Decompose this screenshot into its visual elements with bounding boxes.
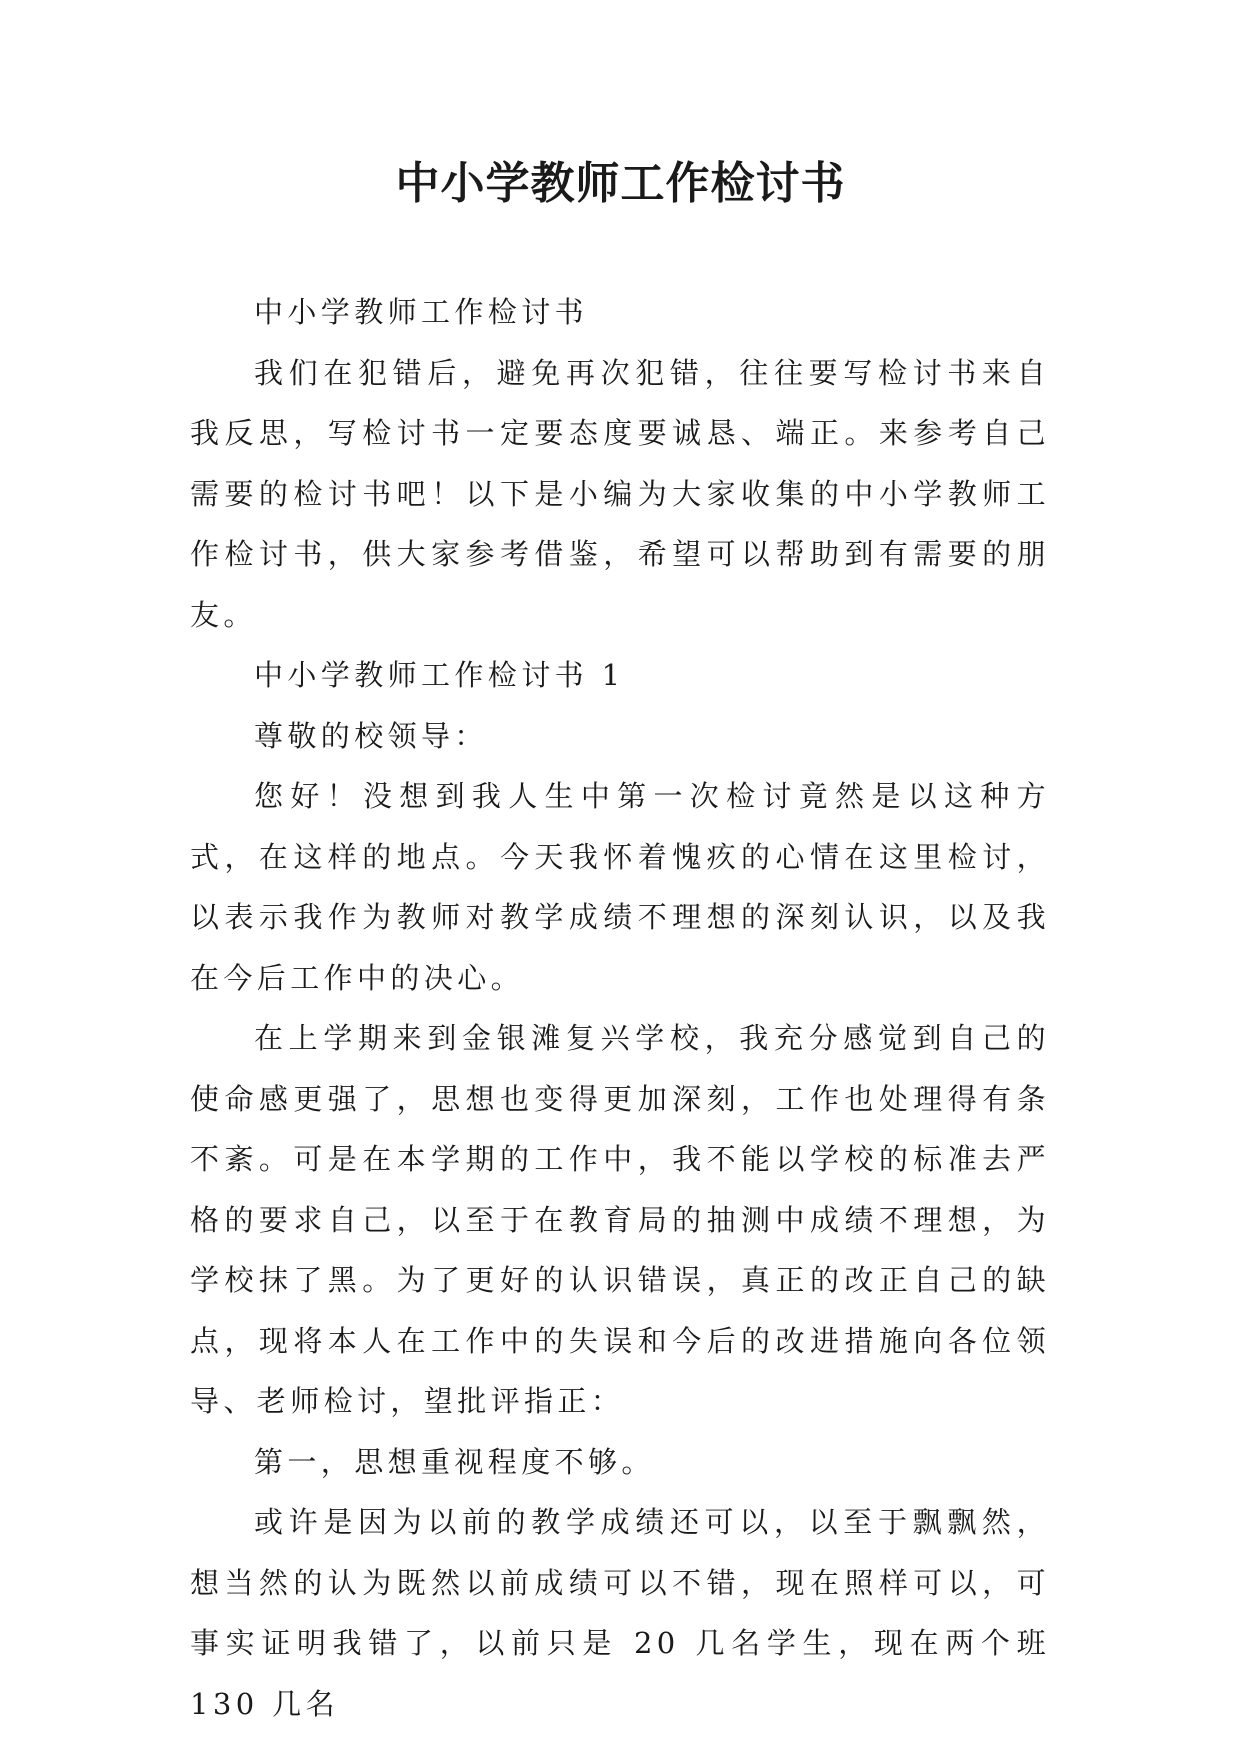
paragraph: 中小学教师工作检讨书 — [254, 295, 589, 329]
paragraph: 尊敬的校领导： — [254, 718, 488, 753]
paragraph: 我们在犯错后，避免再次犯错，往往要写检讨书来自我反思，写检讨书一定要态度要诚恳、端正。来参考自己需要的检讨书吧！以下是小编为大家收集的中小学教师工作检讨书，供大家参考借鉴，希望可以帮助到有需要的朋友。 — [190, 355, 1050, 632]
paragraph: 或许是因为以前的教学成绩还可以，以至于飘飘然，想当然的认为既然以前成绩可以不错，现在照样可以，可事实证明我错了，以前只是 20 几名学生，现在两个班 130 几名 — [190, 1505, 1050, 1721]
paragraph: 第一，思想重视程度不够。 — [254, 1444, 655, 1479]
document-body — [190, 282, 1050, 1734]
paragraph: 在上学期来到金银滩复兴学校，我充分感觉到自己的使命感更强了，思想也变得更加深刻，工作也处理得有条不紊。可是在本学期的工作中，我不能以学校的标准去严格的要求自己，以至于在教育局的抽测中成绩不理想，为学校抹了黑。为了更好的认识错误，真正的改正自己的缺点，现将本人在工作中的失误和今后的改进措施向各位领导、老师检讨，望批评指正： — [190, 1021, 1050, 1418]
document-title: 中小学教师工作检讨书 — [395, 158, 846, 209]
paragraph: 您好！没想到我人生中第一次检讨竟然是以这种方式，在这样的地点。今天我怀着愧疚的心情在这里检讨，以表示我作为教师对教学成绩不理想的深刻认识，以及我在今后工作中的决心。 — [190, 779, 1050, 995]
paragraph: 中小学教师工作检讨书 1 — [254, 658, 625, 692]
